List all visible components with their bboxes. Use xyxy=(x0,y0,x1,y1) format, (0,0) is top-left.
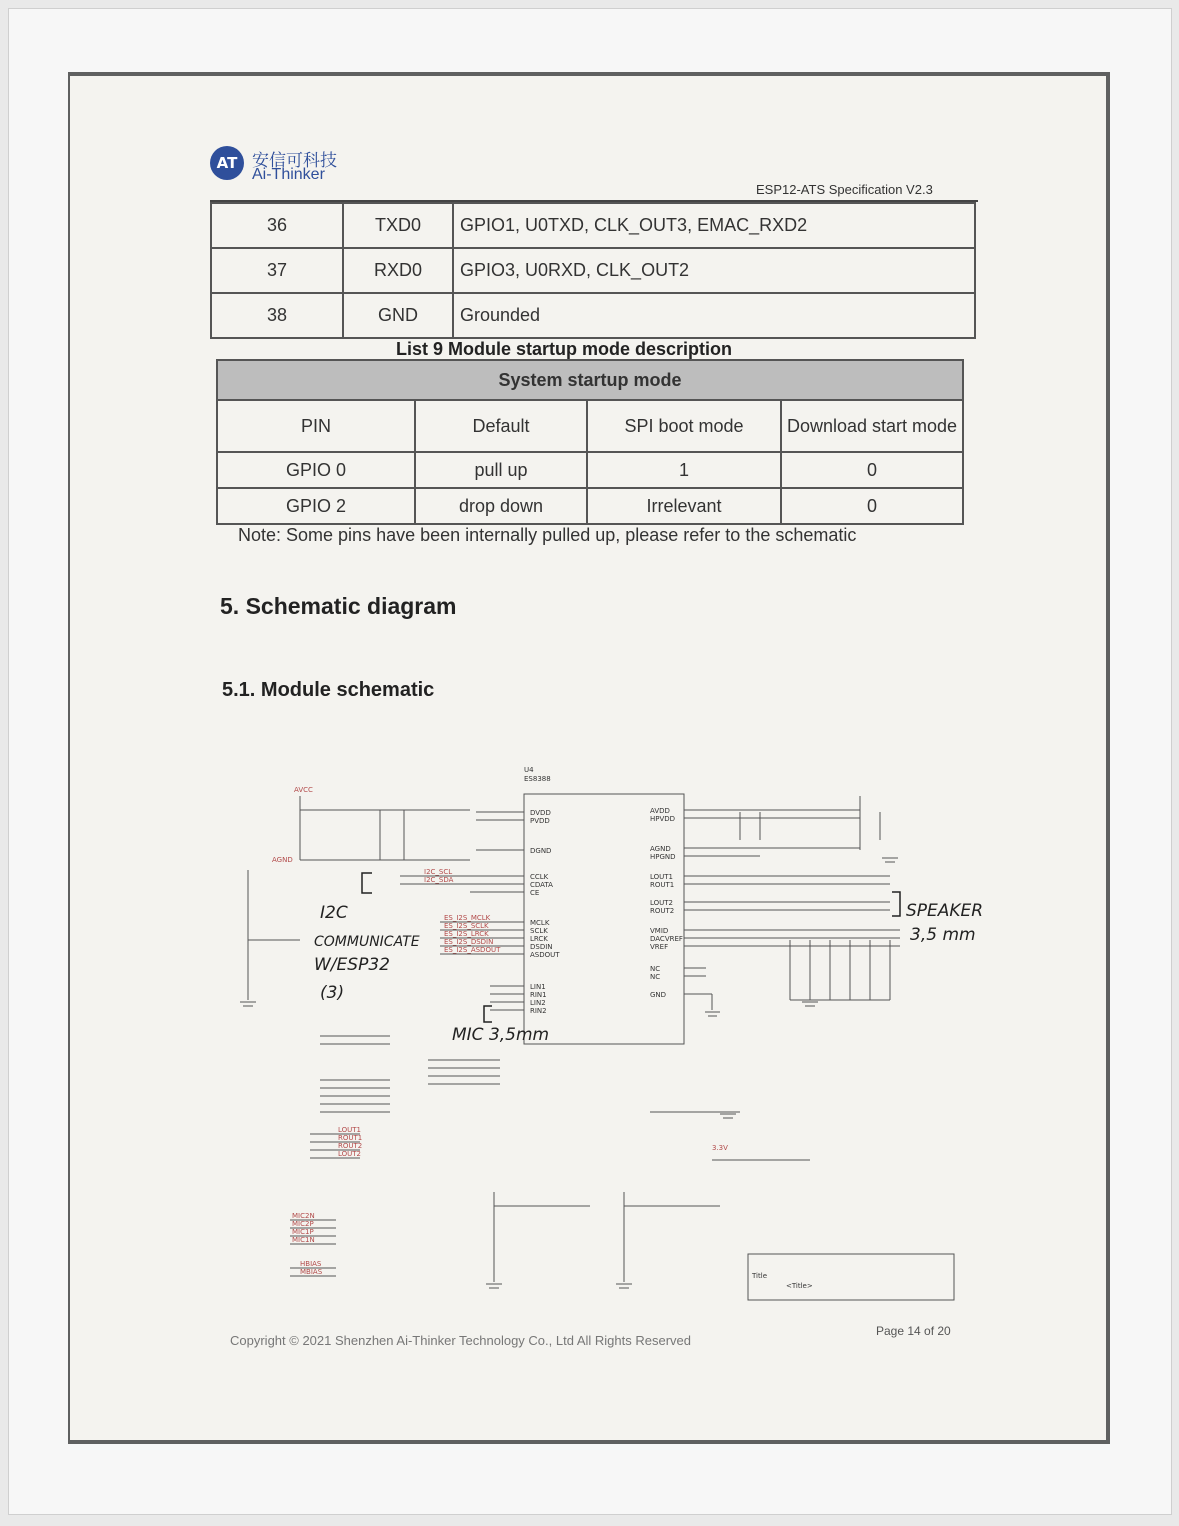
pin-function: Grounded xyxy=(453,293,975,338)
chip-pin-label: VMID xyxy=(650,927,669,935)
pin-name: GND xyxy=(343,293,453,338)
footer-copyright: Copyright © 2021 Shenzhen Ai-Thinker Technology Co., Ltd All Rights Reserved xyxy=(230,1333,691,1348)
chip-pin-label: ROUT1 xyxy=(650,881,675,889)
column-header: PIN xyxy=(217,400,415,452)
net-label: ROUT2 xyxy=(338,1142,363,1150)
logo-chinese-name: 安信可科技 xyxy=(252,151,337,171)
chip-pin-label: NC xyxy=(650,965,661,973)
table-cell: GPIO 2 xyxy=(217,488,415,524)
with-esp32-annotation: W/ESP32 xyxy=(314,955,390,975)
pin-number: 38 xyxy=(211,293,343,338)
chip-pin-label: PVDD xyxy=(530,817,550,825)
net-label: LOUT1 xyxy=(338,1126,362,1134)
net-label: I2C_SCL xyxy=(424,868,453,876)
pin-name: TXD0 xyxy=(343,203,453,248)
chip-pin-label: AVDD xyxy=(650,807,670,815)
chip-name: ES8388 xyxy=(524,775,551,783)
communicate-annotation: COMMUNICATE xyxy=(314,934,420,950)
chip-pin-label: CDATA xyxy=(530,881,553,889)
table-cell: drop down xyxy=(415,488,587,524)
page-number: Page 14 of 20 xyxy=(876,1324,951,1338)
net-label: ES_I2S_LRCK xyxy=(444,930,489,938)
net-label: MIC2P xyxy=(292,1220,314,1228)
chip-pin-label: LRCK xyxy=(530,935,548,943)
annotation-bracket xyxy=(362,873,372,893)
pin-number: 36 xyxy=(211,203,343,248)
i2c-annotation: I2C xyxy=(320,903,348,923)
pin-function: GPIO3, U0RXD, CLK_OUT2 xyxy=(453,248,975,293)
net-label: MIC1P xyxy=(292,1228,314,1236)
chip-pin-label: HPGND xyxy=(650,853,676,861)
chip-pin-label: RIN1 xyxy=(530,991,547,999)
chip-pin-label: VREF xyxy=(650,943,669,951)
net-label: AGND xyxy=(272,856,293,864)
chip-pin-label: ASDOUT xyxy=(530,951,560,959)
column-header: Default xyxy=(415,400,587,452)
table-cell: 1 xyxy=(587,452,781,488)
table-heading: System startup mode xyxy=(217,360,963,400)
net-label: ES_I2S_SCLK xyxy=(444,922,489,930)
annotation-bracket xyxy=(892,892,900,916)
table-cell: Irrelevant xyxy=(587,488,781,524)
logo-mark: AT xyxy=(210,146,244,180)
title-block xyxy=(748,1254,954,1300)
annotation-bracket xyxy=(484,1006,492,1022)
column-header: SPI boot mode xyxy=(587,400,781,452)
net-label: ES_I2S_ASDOUT xyxy=(444,946,501,954)
chip-pin-label: MCLK xyxy=(530,919,550,927)
speaker-annotation: SPEAKER xyxy=(906,901,984,921)
chip-pin-label: SCLK xyxy=(530,927,548,935)
chip-pin-label: CE xyxy=(530,889,540,897)
net-label: MIC1N xyxy=(292,1236,315,1244)
section-heading: 5. Schematic diagram xyxy=(220,593,457,619)
chip-pin-label: LOUT2 xyxy=(650,899,674,907)
subsection-heading: 5.1. Module schematic xyxy=(222,679,435,701)
table-note: Note: Some pins have been internally pulled up, please refer to the schematic xyxy=(238,525,857,545)
chip-reference: U4 xyxy=(524,766,534,774)
net-label: I2C_SDA xyxy=(424,876,454,884)
chip-pin-label: LIN1 xyxy=(530,983,546,991)
net-label: AVCC xyxy=(294,786,313,794)
chip-pin-label: NC xyxy=(650,973,661,981)
column-header: Download start mode xyxy=(781,400,963,452)
net-label: ES_I2S_DSDIN xyxy=(444,938,494,946)
chip-pin-label: GND xyxy=(650,991,667,999)
mic-annotation: MIC 3,5mm xyxy=(452,1025,550,1045)
logo-english-name: Ai-Thinker xyxy=(252,166,325,183)
count-annotation: (3) xyxy=(320,983,345,1003)
table-cell: GPIO 0 xyxy=(217,452,415,488)
chip-pin-label: LOUT1 xyxy=(650,873,674,881)
table-caption: List 9 Module startup mode description xyxy=(396,339,733,359)
pin-name: RXD0 xyxy=(343,248,453,293)
title-block-label: Title xyxy=(752,1272,768,1280)
table-cell: 0 xyxy=(781,452,963,488)
net-label: 3.3V xyxy=(712,1144,728,1152)
chip-pin-label: DACVREF xyxy=(650,935,683,943)
net-label: ROUT1 xyxy=(338,1134,363,1142)
net-label: LOUT2 xyxy=(338,1150,362,1158)
chip-pin-label: HPVDD xyxy=(650,815,676,823)
pin-function: GPIO1, U0TXD, CLK_OUT3, EMAC_RXD2 xyxy=(453,203,975,248)
chip-pin-label: LIN2 xyxy=(530,999,546,1007)
net-label: MIC2N xyxy=(292,1212,315,1220)
pin-number: 37 xyxy=(211,248,343,293)
chip-pin-label: ROUT2 xyxy=(650,907,675,915)
table-cell: pull up xyxy=(415,452,587,488)
chip-pin-label: AGND xyxy=(650,845,671,853)
net-label: MBIAS xyxy=(300,1268,323,1276)
net-label: HBIAS xyxy=(300,1260,322,1268)
chip-pin-label: CCLK xyxy=(530,873,549,881)
spec-header: ESP12-ATS Specification V2.3 xyxy=(756,182,933,197)
chip-pin-label: DSDIN xyxy=(530,943,553,951)
chip-pin-label: DVDD xyxy=(530,809,551,817)
speaker-size-annotation: 3,5 mm xyxy=(910,925,976,945)
table-cell: 0 xyxy=(781,488,963,524)
title-block-value: <Title> xyxy=(786,1282,813,1290)
chip-pin-label: DGND xyxy=(530,847,552,855)
net-label: ES_I2S_MCLK xyxy=(444,914,491,922)
chip-pin-label: RIN2 xyxy=(530,1007,547,1015)
